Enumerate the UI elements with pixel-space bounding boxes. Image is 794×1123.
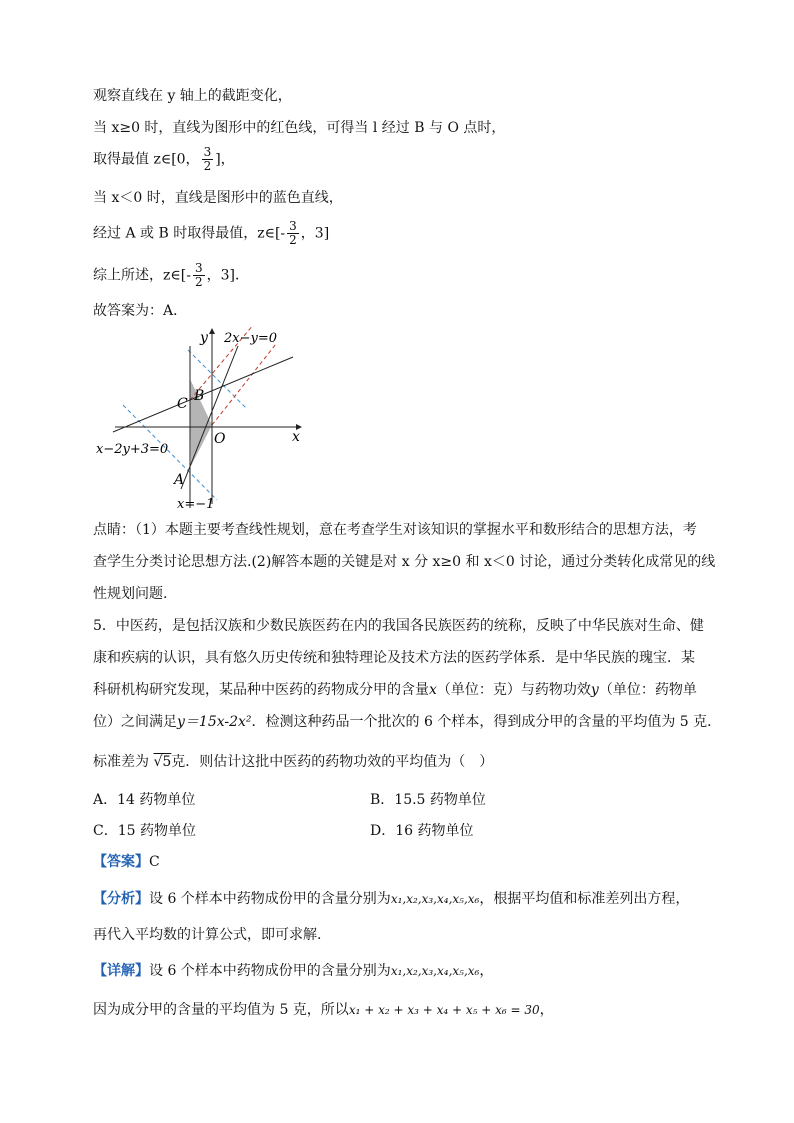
- answer-tag: 【答案】: [93, 854, 149, 870]
- label-A: A: [174, 472, 185, 488]
- numerator: 3: [194, 261, 203, 275]
- answer-value: C: [149, 854, 160, 870]
- text: 取得最值 z∈[0，: [93, 151, 200, 168]
- text: 科研机构研究发现，某品种中医药的药物成分甲的含量: [93, 682, 429, 698]
- text: ，3]: [300, 225, 330, 242]
- solution-line-4: 当 x＜0 时，直线是图形中的蓝色直线，: [93, 190, 343, 206]
- note-line-3: 性规划问题.: [93, 586, 168, 602]
- analysis-line-2: 再代入平均数的计算公式，即可求解.: [93, 927, 322, 943]
- text: 克．则估计这批中医药的药物功效的平均值为（ ）: [171, 754, 494, 770]
- sum-formula: x₁ + x₂ + x₃ + x₄ + x₅ + x₆ = 30: [348, 1003, 540, 1017]
- note-line-1: 点睛：（1）本题主要考查线性规划，意在考查学生对该知识的掌握水平和数形结合的思想方法，考: [93, 522, 697, 538]
- detail-line-2: [93, 1000, 554, 1020]
- text: 因为成分甲的含量的平均值为 5 克，所以: [93, 1002, 349, 1018]
- q5-line-5: [93, 752, 493, 772]
- text: 综上所述，z∈[-: [93, 267, 191, 284]
- fraction: [193, 262, 205, 289]
- text: ．检测这种药品一个批次的 6 个样本，得到成分甲的含量的平均值为 5 克．: [251, 714, 722, 730]
- label-O: O: [214, 431, 226, 447]
- q5-line-1: 5．中医药，是包括汉族和少数民族医药在内的我国各民族医药的统称，反映了中华民族对生命、健: [93, 618, 704, 634]
- linear-programming-figure: [93, 326, 308, 511]
- var-y: y: [590, 682, 599, 698]
- fraction: [202, 146, 214, 173]
- red-dashed-line-1: [212, 344, 276, 425]
- label-line-left: x−2y+3=0: [96, 442, 169, 457]
- option-c: C．15 药物单位: [93, 823, 196, 839]
- analysis-tag: 【分析】: [93, 891, 149, 907]
- label-B: B: [194, 388, 205, 404]
- q5-line-2: 康和疾病的认识，具有悠久历史传统和独特理论及技术方法的医药学体系．是中华民族的瑰宝．某: [93, 650, 695, 666]
- analysis-line-1: [93, 889, 689, 909]
- numerator: 3: [289, 219, 297, 233]
- var-x: x: [429, 682, 437, 698]
- text: 位）之间满足: [93, 714, 177, 730]
- solution-line-1: 观察直线在 y 轴上的截距变化，: [93, 88, 292, 104]
- solution-line-2: 当 x≥0 时，直线为图形中的红色线，可得当 l 经过 B 与 O 点时，: [93, 120, 506, 136]
- denominator: 2: [203, 159, 212, 173]
- sqrt-5: √5: [153, 754, 172, 770]
- variables: x₁,x₂,x₃,x₄,x₅,x₆: [390, 892, 480, 906]
- text: ，: [479, 963, 494, 979]
- label-y: y: [200, 330, 208, 346]
- label-C: C: [177, 396, 188, 412]
- solution-line-7: 故答案为：A．: [93, 303, 188, 319]
- solution-line-6: [93, 262, 249, 289]
- q5-line-3: [93, 680, 697, 700]
- solution-line-3: [93, 146, 235, 173]
- note-line-2: 查学生分类讨论思想方法.(2)解答本题的关键是对 x 分 x≥0 和 x＜0 讨论，通过分类转化成常见的线: [93, 554, 716, 570]
- answer-line: [93, 852, 160, 872]
- solution-line-5: [93, 220, 329, 247]
- detail-tag: 【详解】: [93, 963, 149, 979]
- option-b: B．15.5 药物单位: [370, 792, 486, 808]
- text: 经过 A 或 B 时取得最值，z∈[-: [93, 225, 286, 242]
- option-d: D．16 药物单位: [370, 823, 474, 839]
- q5-line-4: [93, 712, 721, 732]
- label-line-top: 2x−y=0: [224, 331, 278, 346]
- text: ]，: [215, 151, 235, 168]
- text: （单位：药物单: [598, 682, 697, 698]
- text: 设 6 个样本中药物成份甲的含量分别为: [149, 963, 391, 979]
- option-a: A．14 药物单位: [93, 792, 196, 808]
- fraction: [287, 220, 299, 247]
- label-x-eq: x=−1: [177, 497, 215, 511]
- label-x: x: [292, 429, 300, 445]
- text: （单位：克）与药物功效: [436, 682, 591, 698]
- variables: x₁,x₂,x₃,x₄,x₅,x₆: [390, 964, 480, 978]
- detail-line-1: [93, 961, 493, 981]
- numerator: 3: [203, 145, 212, 159]
- denominator: 2: [194, 275, 203, 289]
- y-axis-arrow: [209, 328, 215, 334]
- formula: y＝15x-2x²: [177, 714, 252, 730]
- text: ，根据平均值和标准差列出方程，: [479, 891, 690, 907]
- text: ，: [539, 1002, 554, 1018]
- text: ，3]．: [206, 267, 249, 284]
- text: 标准差为: [93, 754, 154, 770]
- denominator: 2: [289, 233, 297, 247]
- text: 设 6 个样本中药物成份甲的含量分别为: [149, 891, 391, 907]
